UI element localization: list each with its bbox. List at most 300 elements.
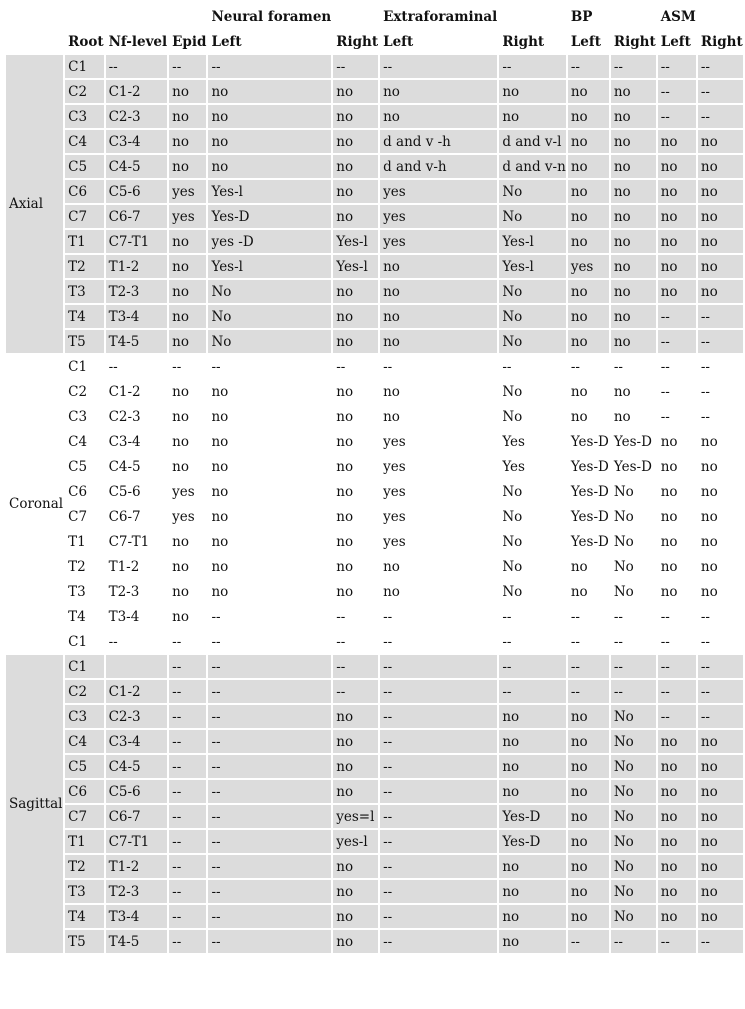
cell-ef-right: No (499, 405, 566, 430)
cell-bp-right: -- (611, 630, 656, 655)
cell-asm-right: -- (698, 355, 743, 380)
cell-bp-left: no (568, 555, 609, 580)
cell-bp-left: no (568, 230, 609, 255)
cell-epid: -- (169, 780, 206, 805)
cell-root: C4 (65, 430, 103, 455)
section-label: Axial (6, 55, 63, 355)
cell-nf-right: -- (333, 630, 378, 655)
cell-nf-left: no (208, 505, 331, 530)
cell-bp-left: no (568, 705, 609, 730)
cell-bp-right: no (611, 330, 656, 355)
table-row (6, 605, 743, 630)
cell-epid: no (169, 305, 206, 330)
cell-nf-level: T3-4 (106, 905, 168, 930)
cell-asm-left: no (658, 805, 696, 830)
cell-bp-right: No (611, 830, 656, 855)
cell-root: C6 (65, 780, 103, 805)
cell-ef-right: -- (499, 680, 566, 705)
cell-asm-right: -- (698, 55, 743, 80)
cell-ef-left: -- (380, 755, 497, 780)
cell-asm-right: no (698, 530, 743, 555)
cell-ef-left: yes (380, 180, 497, 205)
cell-asm-left: -- (658, 355, 696, 380)
table-row (6, 155, 743, 180)
cell-asm-right: -- (698, 655, 743, 680)
cell-ef-left: no (380, 330, 497, 355)
table-row (6, 780, 743, 805)
cell-nf-left: -- (208, 780, 331, 805)
cell-bp-left: -- (568, 655, 609, 680)
cell-ef-right: No (499, 505, 566, 530)
cell-nf-level: T3-4 (106, 605, 168, 630)
cell-epid: yes (169, 480, 206, 505)
cell-root: C3 (65, 705, 103, 730)
cell-nf-left: Yes-D (208, 205, 331, 230)
cell-root: T2 (65, 855, 103, 880)
cell-ef-right: Yes (499, 455, 566, 480)
cell-ef-right: no (499, 755, 566, 780)
cell-epid: no (169, 130, 206, 155)
cell-nf-level: -- (106, 355, 168, 380)
cell-asm-right: -- (698, 105, 743, 130)
cell-asm-left: -- (658, 405, 696, 430)
cell-nf-left: no (208, 80, 331, 105)
cell-bp-left: no (568, 805, 609, 830)
cell-bp-right: No (611, 805, 656, 830)
cell-nf-level (106, 655, 168, 680)
cell-nf-left: no (208, 405, 331, 430)
cell-nf-right: no (333, 705, 378, 730)
cell-nf-left: -- (208, 930, 331, 955)
cell-nf-level: -- (106, 55, 168, 80)
cell-nf-left: no (208, 530, 331, 555)
cell-asm-right: no (698, 905, 743, 930)
cell-ef-left: yes (380, 480, 497, 505)
cell-nf-right: -- (333, 655, 378, 680)
cell-nf-level: C2-3 (106, 105, 168, 130)
cell-ef-left: yes (380, 205, 497, 230)
cell-ef-right: -- (499, 605, 566, 630)
cell-bp-right: No (611, 730, 656, 755)
table-row (6, 455, 743, 480)
cell-ef-left: -- (380, 880, 497, 905)
cell-asm-right: -- (698, 680, 743, 705)
cell-root: C7 (65, 805, 103, 830)
cell-asm-right: no (698, 555, 743, 580)
cell-nf-level: T1-2 (106, 555, 168, 580)
cell-asm-right: -- (698, 330, 743, 355)
cell-ef-left: -- (380, 855, 497, 880)
cell-asm-right: no (698, 430, 743, 455)
cell-root: C1 (65, 630, 103, 655)
cell-nf-right: no (333, 930, 378, 955)
cell-bp-right: No (611, 505, 656, 530)
cell-nf-left: no (208, 380, 331, 405)
cell-asm-right: -- (698, 380, 743, 405)
cell-ef-right: d and v-n (499, 155, 566, 180)
cell-nf-right: Yes-l (333, 255, 378, 280)
cell-epid: no (169, 230, 206, 255)
cell-ef-right: no (499, 855, 566, 880)
cell-nf-right: no (333, 205, 378, 230)
table-row (6, 230, 743, 255)
cell-root: T5 (65, 330, 103, 355)
cell-root: C3 (65, 405, 103, 430)
column-header-asm-left: Left (658, 30, 696, 55)
cell-nf-right: no (333, 480, 378, 505)
cell-epid: -- (169, 830, 206, 855)
cell-bp-left: no (568, 780, 609, 805)
cell-ef-right: No (499, 555, 566, 580)
cell-asm-left: -- (658, 605, 696, 630)
cell-bp-left: no (568, 280, 609, 305)
cell-root: C5 (65, 155, 103, 180)
cell-nf-left: no (208, 580, 331, 605)
cell-nf-level: C3-4 (106, 730, 168, 755)
cell-nf-left: -- (208, 705, 331, 730)
cell-nf-right: no (333, 730, 378, 755)
cell-asm-left: no (658, 455, 696, 480)
cell-nf-right: no (333, 430, 378, 455)
cell-nf-left: no (208, 105, 331, 130)
cell-bp-right: no (611, 280, 656, 305)
cell-nf-level: C2-3 (106, 705, 168, 730)
cell-asm-right: -- (698, 405, 743, 430)
cell-ef-left: d and v -h (380, 130, 497, 155)
cell-bp-left: no (568, 155, 609, 180)
cell-epid: no (169, 380, 206, 405)
cell-bp-right: -- (611, 55, 656, 80)
cell-bp-right: No (611, 555, 656, 580)
cell-nf-level: T2-3 (106, 280, 168, 305)
cell-bp-right: no (611, 305, 656, 330)
cell-bp-left: Yes-D (568, 530, 609, 555)
cell-bp-right: -- (611, 655, 656, 680)
cell-bp-left: -- (568, 605, 609, 630)
cell-bp-left: no (568, 405, 609, 430)
cell-nf-level: C3-4 (106, 130, 168, 155)
cell-bp-left: Yes-D (568, 480, 609, 505)
cell-asm-left: no (658, 480, 696, 505)
cell-ef-left: -- (380, 730, 497, 755)
column-header-nf-right: Right (333, 30, 378, 55)
column-header-bp-right: Right (611, 30, 656, 55)
cell-asm-left: no (658, 880, 696, 905)
cell-epid: no (169, 280, 206, 305)
cell-ef-right: -- (499, 630, 566, 655)
cell-ef-left: -- (380, 55, 497, 80)
cell-root: T4 (65, 905, 103, 930)
cell-ef-right: d and v-l (499, 130, 566, 155)
cell-nf-level: C1-2 (106, 680, 168, 705)
cell-nf-left: -- (208, 880, 331, 905)
cell-asm-right: -- (698, 630, 743, 655)
cell-nf-right: no (333, 455, 378, 480)
cell-root: C3 (65, 105, 103, 130)
cell-nf-left: no (208, 480, 331, 505)
cell-nf-level: C6-7 (106, 805, 168, 830)
cell-nf-level: C7-T1 (106, 830, 168, 855)
cell-root: C4 (65, 130, 103, 155)
cell-nf-right: no (333, 180, 378, 205)
cell-bp-right: no (611, 405, 656, 430)
table-row (6, 205, 743, 230)
cell-ef-left: -- (380, 830, 497, 855)
cell-asm-right: no (698, 505, 743, 530)
cell-root: C5 (65, 455, 103, 480)
cell-nf-right: no (333, 105, 378, 130)
table-header (6, 5, 743, 55)
cell-asm-right: -- (698, 705, 743, 730)
cell-nf-right: no (333, 130, 378, 155)
cell-ef-left: no (380, 580, 497, 605)
cell-bp-left: -- (568, 680, 609, 705)
cell-ef-right: No (499, 530, 566, 555)
cell-epid: no (169, 405, 206, 430)
cell-bp-left: no (568, 105, 609, 130)
cell-epid: -- (169, 730, 206, 755)
cell-bp-left: no (568, 130, 609, 155)
cell-nf-level: C6-7 (106, 205, 168, 230)
cell-ef-left: -- (380, 680, 497, 705)
cell-epid: -- (169, 630, 206, 655)
cell-bp-left: no (568, 730, 609, 755)
cell-nf-right: -- (333, 55, 378, 80)
cell-bp-left: no (568, 80, 609, 105)
cell-epid: -- (169, 755, 206, 780)
cell-bp-right: no (611, 155, 656, 180)
cell-epid: no (169, 80, 206, 105)
cell-nf-left: No (208, 330, 331, 355)
cell-asm-right: no (698, 230, 743, 255)
table-row (6, 255, 743, 280)
cell-asm-right: no (698, 255, 743, 280)
cell-nf-level: T3-4 (106, 305, 168, 330)
cell-bp-left: no (568, 830, 609, 855)
cell-nf-right: no (333, 755, 378, 780)
table-row (6, 830, 743, 855)
cell-root: C6 (65, 180, 103, 205)
cell-root: C4 (65, 730, 103, 755)
cell-asm-left: -- (658, 380, 696, 405)
header-group-cell (65, 5, 103, 30)
cell-asm-right: no (698, 780, 743, 805)
cell-bp-left: no (568, 855, 609, 880)
cell-ef-right: no (499, 880, 566, 905)
cell-bp-right: Yes-D (611, 430, 656, 455)
cell-ef-left: -- (380, 780, 497, 805)
cell-nf-level: T1-2 (106, 855, 168, 880)
cell-ef-right: No (499, 305, 566, 330)
cell-root: C2 (65, 80, 103, 105)
header-group-row (6, 5, 743, 30)
header-section-blank (6, 30, 63, 55)
cell-nf-level: T4-5 (106, 930, 168, 955)
cell-nf-left: no (208, 130, 331, 155)
cell-bp-right: no (611, 130, 656, 155)
cell-epid: no (169, 255, 206, 280)
cell-ef-left: -- (380, 705, 497, 730)
cell-ef-left: yes (380, 505, 497, 530)
cell-epid: -- (169, 55, 206, 80)
cell-nf-left: Yes-l (208, 180, 331, 205)
findings-table (4, 5, 745, 955)
table-row (6, 430, 743, 455)
cell-root: C1 (65, 355, 103, 380)
header-group-extraforaminal: Extraforaminal (380, 5, 497, 30)
cell-asm-left: -- (658, 80, 696, 105)
cell-nf-right: no (333, 155, 378, 180)
header-group-neural-foramen: Neural foramen (208, 5, 331, 30)
cell-bp-right: No (611, 780, 656, 805)
cell-root: C1 (65, 55, 103, 80)
cell-nf-right: no (333, 905, 378, 930)
cell-nf-right: no (333, 380, 378, 405)
cell-bp-right: No (611, 855, 656, 880)
cell-bp-right: -- (611, 605, 656, 630)
cell-nf-left: no (208, 455, 331, 480)
cell-root: T2 (65, 555, 103, 580)
column-header-epid: Epid (169, 30, 206, 55)
cell-epid: no (169, 580, 206, 605)
section-sagittal (6, 655, 743, 955)
cell-nf-right: no (333, 530, 378, 555)
cell-root: T4 (65, 305, 103, 330)
cell-nf-level: C2-3 (106, 405, 168, 430)
cell-bp-left: no (568, 905, 609, 930)
cell-nf-left: yes -D (208, 230, 331, 255)
cell-asm-left: no (658, 780, 696, 805)
cell-bp-left: no (568, 305, 609, 330)
cell-ef-right: no (499, 705, 566, 730)
header-group-bp: BP (568, 5, 609, 30)
cell-nf-left: -- (208, 55, 331, 80)
cell-nf-level: C7-T1 (106, 530, 168, 555)
cell-bp-right: No (611, 480, 656, 505)
cell-bp-right: -- (611, 930, 656, 955)
cell-root: C7 (65, 505, 103, 530)
cell-nf-level: C5-6 (106, 480, 168, 505)
cell-nf-level: C4-5 (106, 755, 168, 780)
cell-bp-right: No (611, 905, 656, 930)
cell-asm-left: -- (658, 930, 696, 955)
cell-ef-left: yes (380, 530, 497, 555)
table-row (6, 180, 743, 205)
cell-root: C2 (65, 680, 103, 705)
cell-nf-right: no (333, 80, 378, 105)
column-header-ef-right: Right (499, 30, 566, 55)
table-row (6, 930, 743, 955)
cell-nf-level: C5-6 (106, 180, 168, 205)
cell-asm-left: no (658, 280, 696, 305)
cell-asm-left: no (658, 755, 696, 780)
cell-nf-level: C4-5 (106, 155, 168, 180)
cell-nf-level: C6-7 (106, 505, 168, 530)
column-header-root: Root (65, 30, 103, 55)
cell-nf-level: T2-3 (106, 880, 168, 905)
column-header-ef-left: Left (380, 30, 497, 55)
header-group-cell (169, 5, 206, 30)
cell-nf-left: -- (208, 855, 331, 880)
cell-asm-left: -- (658, 305, 696, 330)
cell-bp-right: no (611, 255, 656, 280)
cell-asm-left: no (658, 205, 696, 230)
section-coronal (6, 355, 743, 655)
table-row (6, 330, 743, 355)
cell-asm-right: no (698, 455, 743, 480)
cell-nf-level: T4-5 (106, 330, 168, 355)
header-group-cell (106, 5, 168, 30)
cell-asm-right: no (698, 180, 743, 205)
cell-bp-left: Yes-D (568, 455, 609, 480)
cell-ef-left: no (380, 555, 497, 580)
table-row (6, 730, 743, 755)
cell-nf-right: -- (333, 605, 378, 630)
cell-ef-left: -- (380, 355, 497, 380)
cell-ef-right: -- (499, 655, 566, 680)
cell-ef-right: No (499, 280, 566, 305)
table-row (6, 130, 743, 155)
cell-ef-right: Yes (499, 430, 566, 455)
cell-asm-left: -- (658, 630, 696, 655)
cell-asm-right: -- (698, 605, 743, 630)
cell-nf-level: C1-2 (106, 80, 168, 105)
cell-bp-left: -- (568, 55, 609, 80)
cell-nf-right: no (333, 305, 378, 330)
cell-bp-right: no (611, 105, 656, 130)
cell-nf-left: -- (208, 630, 331, 655)
cell-ef-left: -- (380, 655, 497, 680)
cell-ef-right: Yes-l (499, 255, 566, 280)
cell-bp-left: Yes-D (568, 505, 609, 530)
cell-epid: yes (169, 205, 206, 230)
cell-nf-left: no (208, 430, 331, 455)
cell-nf-level: T2-3 (106, 580, 168, 605)
cell-asm-left: -- (658, 330, 696, 355)
column-header-asm-right: Right (698, 30, 743, 55)
cell-epid: -- (169, 655, 206, 680)
cell-bp-left: no (568, 880, 609, 905)
cell-bp-right: no (611, 80, 656, 105)
table-row (6, 705, 743, 730)
cell-ef-left: no (380, 405, 497, 430)
cell-root: T3 (65, 280, 103, 305)
table-row (6, 530, 743, 555)
cell-nf-right: -- (333, 680, 378, 705)
cell-epid: no (169, 155, 206, 180)
cell-ef-right: No (499, 205, 566, 230)
cell-ef-left: -- (380, 905, 497, 930)
section-label: Sagittal (6, 655, 63, 955)
header-group-cell (333, 5, 378, 30)
cell-bp-left: no (568, 755, 609, 780)
table-row (6, 805, 743, 830)
column-header-nf-level: Nf-level (106, 30, 168, 55)
cell-bp-right: No (611, 580, 656, 605)
cell-asm-left: no (658, 430, 696, 455)
cell-epid: -- (169, 905, 206, 930)
cell-nf-left: Yes-l (208, 255, 331, 280)
cell-asm-left: no (658, 505, 696, 530)
cell-asm-right: no (698, 280, 743, 305)
cell-epid: no (169, 605, 206, 630)
table-row (6, 905, 743, 930)
cell-ef-right: no (499, 80, 566, 105)
cell-nf-right: yes-l (333, 830, 378, 855)
cell-asm-left: -- (658, 105, 696, 130)
cell-asm-right: no (698, 805, 743, 830)
table-row (6, 80, 743, 105)
